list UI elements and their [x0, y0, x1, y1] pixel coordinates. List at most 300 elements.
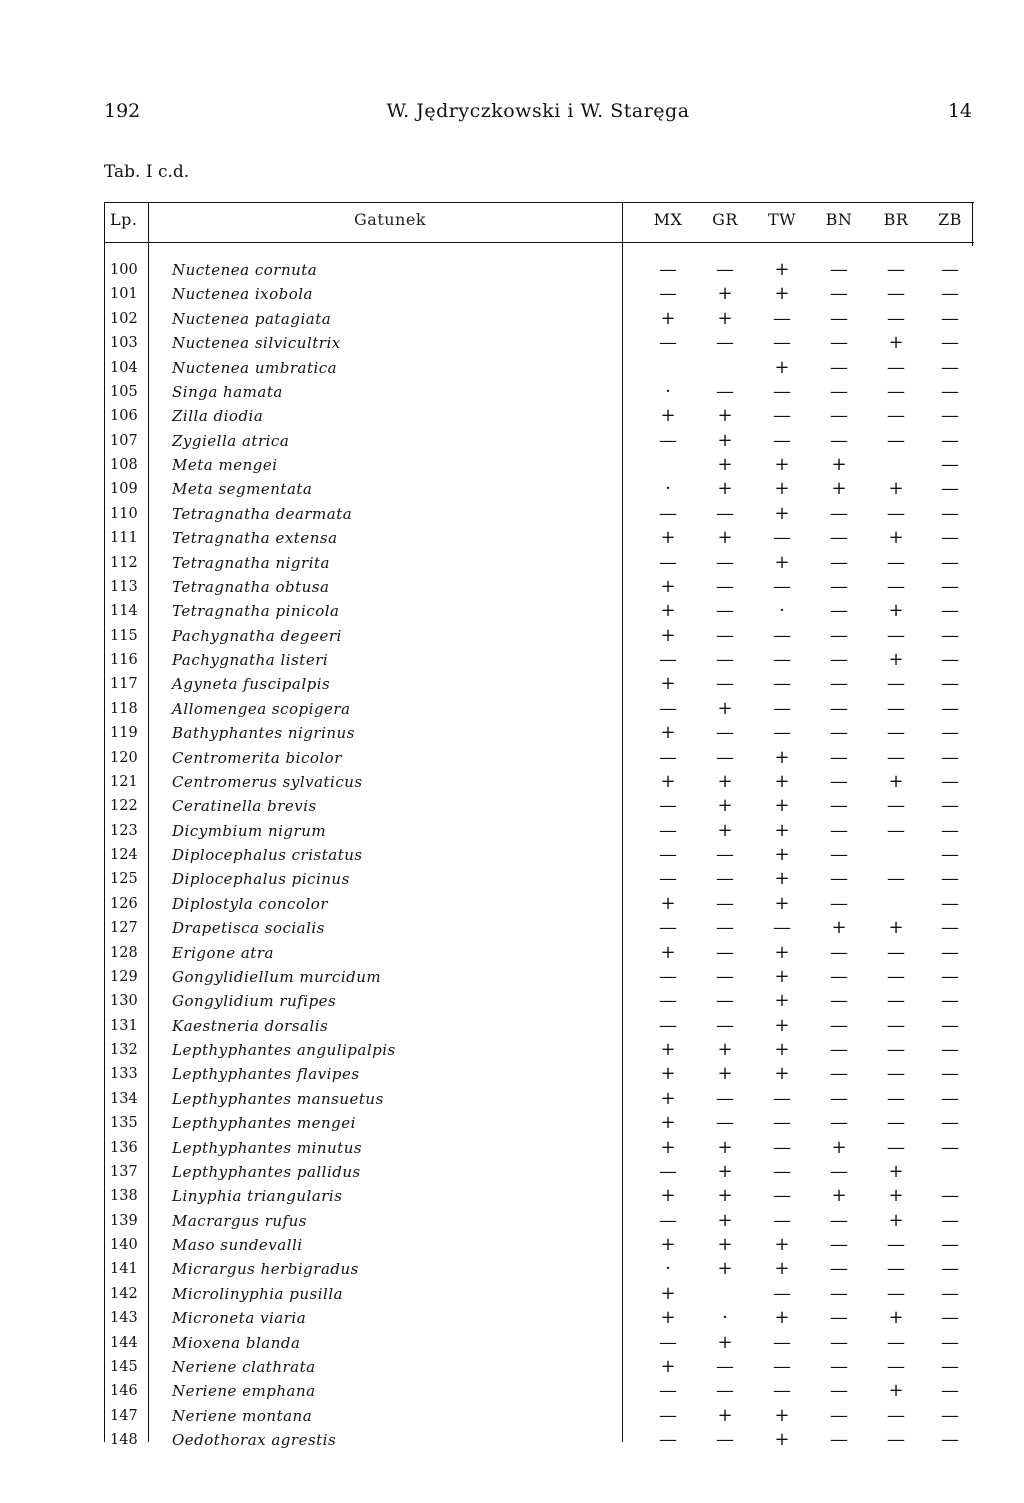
presence-mark: +	[831, 917, 847, 939]
row-number: 111	[110, 530, 138, 547]
presence-mark: +	[660, 624, 676, 646]
row-number: 142	[110, 1285, 138, 1302]
presence-mark: +	[660, 941, 676, 963]
species-name: Dicymbium nigrum	[172, 821, 327, 840]
table-body	[104, 258, 974, 1452]
presence-mark: —	[941, 454, 959, 475]
presence-mark: —	[830, 429, 848, 451]
presence-mark: —	[773, 1282, 791, 1304]
running-title: W. Jędryczkowski i W. Staręga	[386, 100, 690, 122]
table-row	[104, 1379, 974, 1403]
presence-mark: —	[830, 1380, 848, 1402]
presence-mark: —	[941, 405, 959, 427]
row-number: 127	[110, 920, 138, 937]
presence-mark: —	[887, 405, 905, 427]
row-number: 125	[110, 871, 138, 888]
presence-mark: —	[659, 795, 677, 817]
row-number: 103	[110, 335, 138, 352]
table-row	[104, 916, 974, 940]
presence-mark: —	[773, 1112, 791, 1134]
header-col: ZB	[938, 210, 962, 229]
species-name: Maso sundevalli	[172, 1236, 303, 1254]
presence-mark: +	[774, 356, 790, 378]
table-row	[104, 941, 974, 965]
species-name: Allomengea scopigera	[172, 699, 351, 718]
table-row	[104, 672, 974, 696]
presence-mark: —	[773, 1185, 791, 1207]
presence-mark: —	[941, 1014, 959, 1036]
presence-mark: —	[887, 551, 905, 573]
presence-mark: —	[887, 307, 905, 329]
presence-mark: +	[660, 1136, 676, 1158]
presence-mark: +	[774, 770, 790, 792]
presence-mark: —	[773, 1160, 791, 1182]
presence-mark: —	[887, 1282, 905, 1304]
presence-mark: —	[887, 1014, 905, 1036]
row-number: 139	[110, 1212, 138, 1229]
presence-mark: —	[941, 1307, 959, 1329]
table-row	[104, 892, 974, 916]
presence-mark: —	[659, 259, 677, 280]
presence-mark: +	[774, 1234, 790, 1255]
presence-mark: —	[887, 283, 905, 305]
table-row	[104, 1014, 974, 1038]
presence-mark: —	[659, 283, 677, 305]
presence-mark: —	[941, 1404, 959, 1426]
presence-mark: —	[716, 892, 734, 914]
presence-mark: —	[773, 1331, 791, 1353]
header-col: BR	[883, 210, 909, 229]
row-number: 147	[110, 1407, 138, 1424]
table-row	[104, 843, 974, 867]
table-row	[104, 1233, 974, 1257]
presence-mark: —	[887, 1429, 905, 1450]
presence-mark: +	[717, 1331, 733, 1353]
row-number: 130	[110, 993, 138, 1010]
presence-mark: —	[941, 844, 959, 865]
presence-mark: +	[774, 259, 790, 280]
row-number: 100	[110, 262, 138, 278]
species-name: Nuctenea patagiata	[172, 309, 332, 328]
presence-mark: +	[660, 307, 676, 329]
row-number: 105	[110, 383, 138, 400]
presence-mark: —	[887, 722, 905, 744]
presence-mark: —	[659, 649, 677, 670]
species-name: Diplocephalus cristatus	[172, 846, 363, 864]
presence-mark: +	[888, 649, 904, 670]
species-name: Zilla diodia	[172, 407, 264, 426]
presence-mark: —	[830, 1282, 848, 1304]
table-row	[104, 356, 974, 380]
species-name: Ceratinella brevis	[172, 797, 317, 816]
presence-mark: —	[941, 356, 959, 378]
presence-mark: —	[830, 1331, 848, 1353]
presence-mark: —	[773, 332, 791, 354]
row-number: 104	[110, 359, 138, 376]
species-name: Tetragnatha extensa	[172, 529, 338, 548]
presence-mark: —	[887, 1331, 905, 1353]
presence-mark: +	[717, 1160, 733, 1182]
species-name: Tetragnatha dearmata	[172, 504, 353, 523]
presence-mark: —	[941, 1234, 959, 1255]
presence-mark: —	[773, 380, 791, 402]
presence-mark: —	[773, 697, 791, 719]
table-row	[104, 1038, 974, 1062]
presence-mark: —	[830, 600, 848, 622]
row-number: 135	[110, 1115, 138, 1132]
presence-mark: +	[660, 1355, 676, 1377]
presence-mark: +	[888, 527, 904, 549]
table-row	[104, 307, 974, 331]
species-table	[104, 202, 974, 1450]
header-rule	[104, 242, 974, 243]
presence-mark: +	[774, 1258, 790, 1280]
species-name: Bathyphantes nigrinus	[172, 724, 355, 743]
presence-mark: —	[830, 746, 848, 768]
presence-mark: +	[774, 990, 790, 1012]
presence-mark: —	[941, 624, 959, 646]
table-row	[104, 1404, 974, 1428]
presence-mark: —	[830, 1039, 848, 1060]
presence-mark: +	[774, 1307, 790, 1329]
species-name: Lepthyphantes mansuetus	[172, 1089, 384, 1108]
presence-mark: —	[941, 917, 959, 939]
presence-mark: +	[660, 600, 676, 622]
presence-mark: —	[830, 356, 848, 378]
species-name: Lepthyphantes flavipes	[172, 1065, 360, 1084]
presence-mark: —	[773, 1380, 791, 1402]
table-row	[104, 502, 974, 526]
presence-mark: —	[716, 502, 734, 524]
presence-mark: +	[717, 819, 733, 841]
presence-mark: —	[659, 746, 677, 768]
species-name: Tetragnatha nigrita	[172, 553, 330, 572]
presence-mark: —	[830, 965, 848, 987]
table-row	[104, 989, 974, 1013]
presence-mark: —	[941, 990, 959, 1012]
table-row	[104, 697, 974, 721]
species-name: Neriene clathrata	[172, 1357, 316, 1376]
presence-mark: —	[887, 990, 905, 1012]
presence-mark: —	[941, 1136, 959, 1158]
presence-mark: +	[831, 478, 847, 500]
presence-mark: —	[941, 795, 959, 817]
presence-mark: —	[716, 673, 734, 695]
presence-mark: —	[716, 965, 734, 987]
species-name: Oedothorax agrestis	[172, 1431, 337, 1449]
presence-mark: +	[888, 1307, 904, 1329]
presence-mark: ·	[665, 380, 671, 402]
presence-mark: —	[941, 575, 959, 597]
presence-mark: —	[830, 405, 848, 427]
presence-mark: —	[830, 1307, 848, 1329]
presence-mark: +	[888, 1209, 904, 1231]
presence-mark: —	[887, 941, 905, 963]
row-number: 131	[110, 1017, 138, 1034]
presence-mark: +	[774, 283, 790, 305]
table-row	[104, 624, 974, 648]
row-number: 114	[110, 603, 138, 620]
presence-mark: —	[659, 819, 677, 841]
table-row	[104, 867, 974, 891]
presence-mark: —	[941, 1209, 959, 1231]
presence-mark: —	[716, 1087, 734, 1109]
presence-mark: —	[941, 283, 959, 305]
presence-mark: +	[717, 478, 733, 500]
presence-mark: +	[888, 478, 904, 500]
table-row	[104, 819, 974, 843]
presence-mark: ·	[665, 478, 671, 500]
presence-mark: —	[941, 307, 959, 329]
header-gatunek: Gatunek	[354, 210, 427, 229]
presence-mark: —	[941, 673, 959, 695]
row-number: 146	[110, 1383, 138, 1400]
presence-mark: —	[716, 575, 734, 597]
presence-mark: —	[830, 1429, 848, 1450]
table-row	[104, 1160, 974, 1184]
presence-mark: —	[941, 1355, 959, 1377]
presence-mark: —	[887, 1112, 905, 1134]
table-top-rule	[104, 202, 974, 203]
table-row	[104, 1184, 974, 1208]
presence-mark: —	[830, 1209, 848, 1231]
header-col: BN	[825, 210, 853, 229]
row-number: 143	[110, 1310, 138, 1327]
presence-mark: —	[941, 502, 959, 524]
presence-mark: —	[941, 770, 959, 792]
presence-mark: +	[717, 1209, 733, 1231]
table-row	[104, 526, 974, 550]
presence-mark: —	[659, 1380, 677, 1402]
presence-mark: —	[716, 1429, 734, 1450]
presence-mark: +	[717, 1039, 733, 1060]
presence-mark: —	[941, 600, 959, 622]
row-number: 141	[110, 1261, 138, 1278]
species-name: Lepthyphantes pallidus	[172, 1162, 361, 1181]
species-name: Erigone atra	[172, 943, 274, 962]
presence-mark: —	[830, 380, 848, 402]
table-row	[104, 1087, 974, 1111]
table-row	[104, 1136, 974, 1160]
presence-mark: +	[717, 795, 733, 817]
row-number: 113	[110, 578, 138, 595]
presence-mark: —	[941, 892, 959, 914]
species-name: Nuctenea ixobola	[172, 285, 314, 304]
presence-mark: —	[830, 1112, 848, 1134]
presence-mark: —	[887, 356, 905, 378]
row-number: 117	[110, 676, 138, 693]
presence-mark: —	[659, 551, 677, 573]
table-row	[104, 1282, 974, 1306]
presence-mark: +	[774, 746, 790, 768]
row-number: 133	[110, 1066, 138, 1083]
presence-mark: —	[887, 259, 905, 280]
presence-mark: +	[717, 307, 733, 329]
presence-mark: —	[887, 1063, 905, 1085]
presence-mark: —	[773, 307, 791, 329]
presence-mark: —	[830, 332, 848, 354]
presence-mark: —	[887, 380, 905, 402]
presence-mark: —	[830, 990, 848, 1012]
presence-mark: +	[774, 844, 790, 865]
row-number: 128	[110, 944, 138, 961]
presence-mark: +	[660, 1063, 676, 1085]
presence-mark: —	[716, 722, 734, 744]
presence-mark: —	[716, 941, 734, 963]
species-name: Tetragnatha obtusa	[172, 577, 330, 596]
presence-mark: —	[773, 917, 791, 939]
presence-mark: —	[887, 868, 905, 890]
row-number: 116	[110, 652, 138, 668]
presence-mark: —	[773, 429, 791, 451]
table-row	[104, 380, 974, 404]
presence-mark: —	[941, 649, 959, 670]
species-name: Zygiella atrica	[172, 431, 290, 450]
presence-mark: —	[830, 892, 848, 914]
table-row	[104, 648, 974, 672]
presence-mark: +	[888, 1160, 904, 1182]
species-name: Lepthyphantes mengei	[172, 1114, 356, 1133]
header-lp: Lp.	[110, 210, 138, 229]
presence-mark: +	[717, 1404, 733, 1426]
species-name: Diplocephalus picinus	[172, 870, 350, 889]
presence-mark: —	[659, 917, 677, 939]
presence-mark: —	[716, 844, 734, 865]
presence-mark: +	[774, 1404, 790, 1426]
header-col: TW	[767, 210, 797, 229]
header-col: GR	[712, 210, 738, 229]
table-row	[104, 1257, 974, 1281]
presence-mark: —	[941, 1185, 959, 1207]
species-name: Nuctenea umbratica	[172, 358, 338, 377]
table-row	[104, 404, 974, 428]
presence-mark: —	[887, 1355, 905, 1377]
table-caption: Tab. I c.d.	[104, 162, 190, 182]
presence-mark: —	[659, 1209, 677, 1231]
presence-mark: —	[773, 1087, 791, 1109]
presence-mark: —	[941, 1380, 959, 1402]
presence-mark: —	[773, 722, 791, 744]
presence-mark: —	[830, 844, 848, 865]
presence-mark: —	[716, 1355, 734, 1377]
presence-mark: —	[716, 868, 734, 890]
presence-mark: —	[830, 1234, 848, 1255]
presence-mark: —	[941, 527, 959, 549]
table-row	[104, 965, 974, 989]
species-name: Singa hamata	[172, 382, 283, 401]
presence-mark: —	[830, 1063, 848, 1085]
presence-mark: +	[660, 1039, 676, 1060]
row-number: 126	[110, 895, 138, 912]
presence-mark: —	[773, 405, 791, 427]
species-name: Tetragnatha pinicola	[172, 602, 340, 621]
presence-mark: —	[887, 819, 905, 841]
presence-mark: —	[830, 795, 848, 817]
presence-mark: +	[660, 1234, 676, 1255]
presence-mark: —	[830, 819, 848, 841]
presence-mark: —	[830, 575, 848, 597]
presence-mark: —	[773, 624, 791, 646]
row-number: 122	[110, 798, 138, 815]
presence-mark: +	[660, 1087, 676, 1109]
presence-mark: —	[716, 990, 734, 1012]
table-row	[104, 575, 974, 599]
presence-mark: —	[716, 1380, 734, 1402]
table-row	[104, 1111, 974, 1135]
presence-mark: +	[717, 283, 733, 305]
presence-mark: +	[660, 1282, 676, 1304]
presence-mark: —	[659, 502, 677, 524]
presence-mark: —	[830, 770, 848, 792]
volume-number: 14	[947, 100, 972, 122]
presence-mark: —	[830, 551, 848, 573]
presence-mark: —	[659, 844, 677, 865]
presence-mark: —	[941, 1429, 959, 1450]
species-name: Linyphia triangularis	[172, 1187, 343, 1206]
table-row	[104, 746, 974, 770]
presence-mark: —	[830, 502, 848, 524]
presence-mark: —	[941, 478, 959, 500]
presence-mark: +	[660, 527, 676, 549]
table-row	[104, 258, 974, 282]
row-number: 115	[110, 627, 138, 644]
row-number: 129	[110, 968, 138, 985]
row-number: 132	[110, 1042, 138, 1058]
presence-mark: —	[830, 527, 848, 549]
row-number: 110	[110, 505, 138, 522]
presence-mark: +	[888, 770, 904, 792]
table-row	[104, 282, 974, 306]
row-number: 108	[110, 457, 138, 473]
row-number: 112	[110, 554, 138, 571]
presence-mark: +	[831, 1136, 847, 1158]
presence-mark: +	[774, 1014, 790, 1036]
presence-mark: +	[660, 1307, 676, 1329]
presence-mark: +	[717, 405, 733, 427]
species-name: Neriene montana	[172, 1406, 313, 1425]
row-number: 101	[110, 286, 138, 303]
species-name: Neriene emphana	[172, 1382, 316, 1401]
table-row	[104, 331, 974, 355]
presence-mark: —	[941, 380, 959, 402]
presence-mark: —	[716, 332, 734, 354]
presence-mark: —	[941, 259, 959, 280]
species-name: Nuctenea silvicultrix	[172, 334, 341, 353]
presence-mark: —	[941, 1282, 959, 1304]
presence-mark: +	[774, 941, 790, 963]
presence-mark: —	[830, 307, 848, 329]
presence-mark: —	[830, 1258, 848, 1280]
presence-mark: —	[830, 259, 848, 280]
presence-mark: —	[773, 1136, 791, 1158]
presence-mark: —	[887, 1136, 905, 1158]
presence-mark: +	[774, 1039, 790, 1060]
presence-mark: +	[888, 1185, 904, 1207]
presence-mark: —	[659, 697, 677, 719]
presence-mark: +	[831, 454, 847, 475]
presence-mark: +	[660, 722, 676, 744]
presence-mark: +	[717, 527, 733, 549]
presence-mark: +	[717, 1258, 733, 1280]
row-number: 102	[110, 310, 138, 327]
presence-mark: ·	[722, 1307, 728, 1329]
presence-mark: —	[830, 673, 848, 695]
presence-mark: +	[774, 502, 790, 524]
presence-mark: —	[716, 1014, 734, 1036]
table-row	[104, 551, 974, 575]
table-row	[104, 1306, 974, 1330]
presence-mark: +	[888, 332, 904, 354]
